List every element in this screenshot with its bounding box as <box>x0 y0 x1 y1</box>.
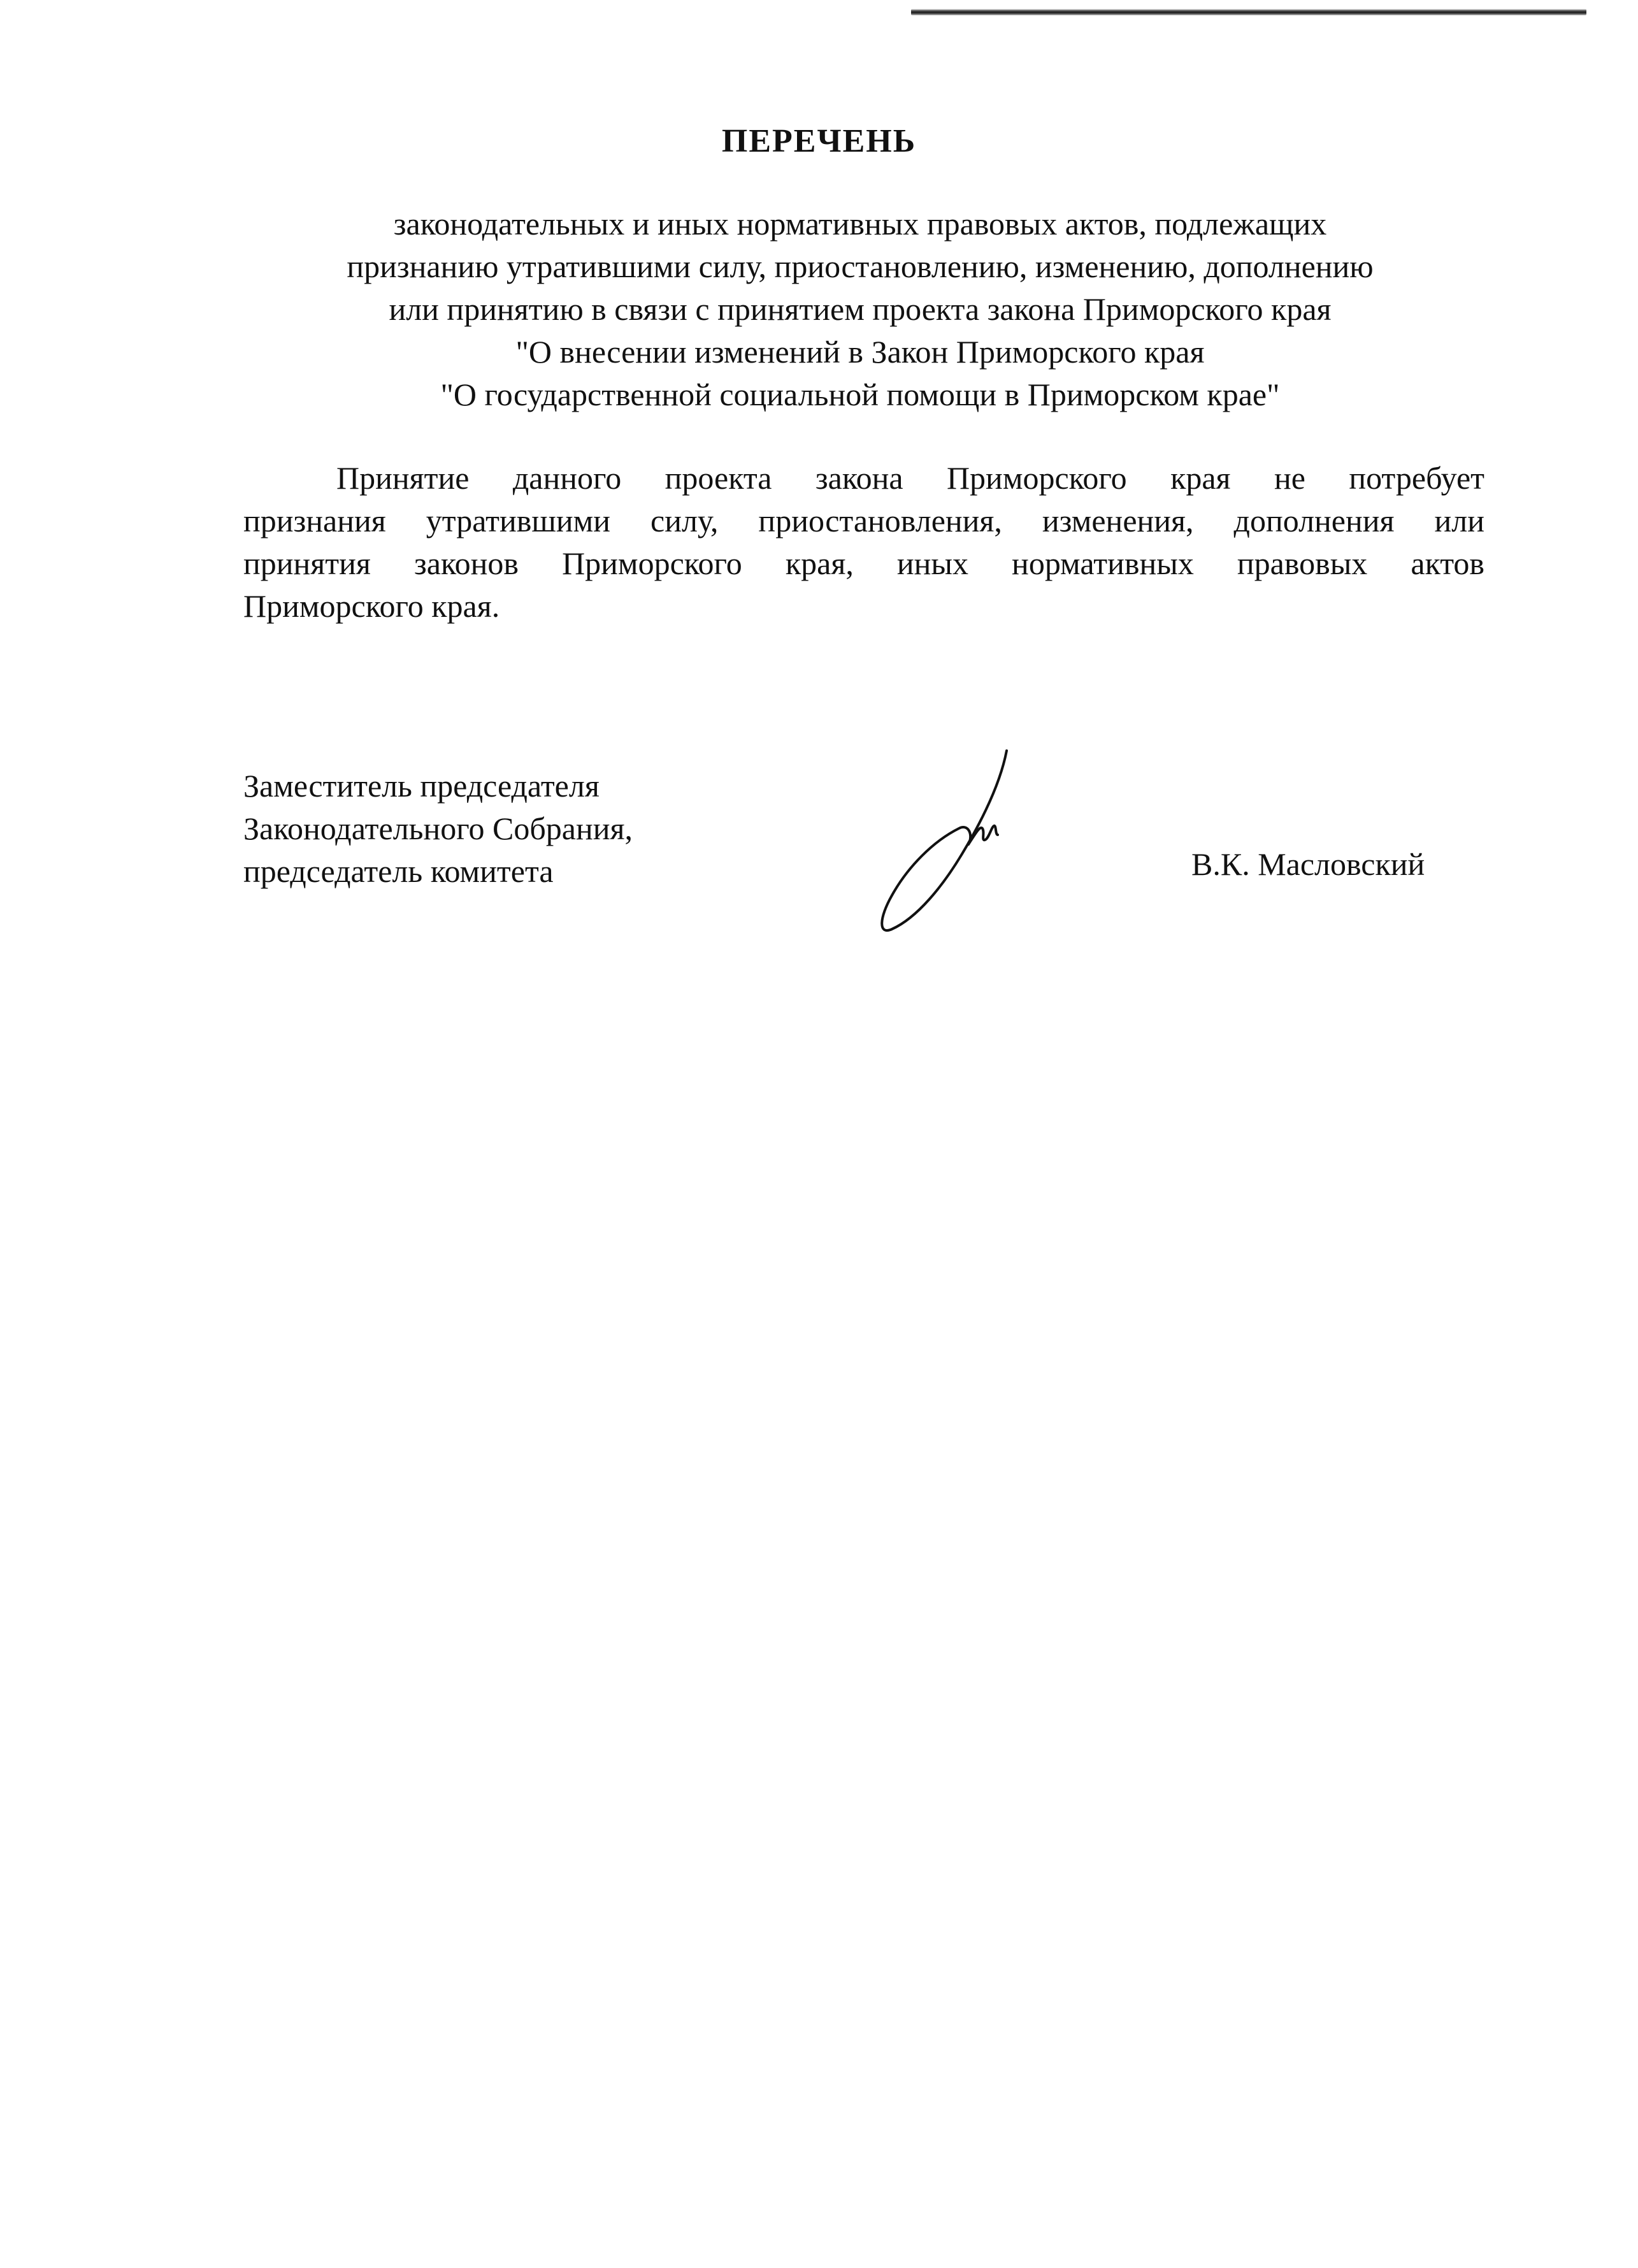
signer-position <box>243 765 633 893</box>
signer-position-line: Заместитель председателя <box>243 768 600 804</box>
body-line: Принятие данного проекта закона Приморского края не потребует <box>336 460 1484 496</box>
subtitle-line: "О внесении изменений в Закон Приморского края <box>515 334 1205 370</box>
subtitle-line: признанию утратившими силу, приостановлению, изменению, дополнению <box>347 249 1374 284</box>
subtitle-line: законодательных и иных нормативных правовых актов, подлежащих <box>393 206 1327 242</box>
scan-edge-line <box>911 9 1586 15</box>
body-paragraph <box>243 457 1484 628</box>
signer-position-line: председатель комитета <box>243 853 554 889</box>
document-subtitle <box>229 203 1491 416</box>
body-line: принятия законов Приморского края, иных нормативных правовых актов <box>243 545 1484 581</box>
body-line: Приморского края. <box>243 588 500 624</box>
signer-position-line: Законодательного Собрания, <box>243 811 633 846</box>
subtitle-line: "О государственной социальной помощи в Приморском крае" <box>440 377 1280 412</box>
signer-name: В.К. Масловский <box>1191 846 1425 882</box>
document-title: ПЕРЕЧЕНЬ <box>721 123 917 159</box>
handwritten-signature-icon <box>873 746 1026 937</box>
body-line: признания утратившими силу, приостановления, изменения, дополнения или <box>243 503 1484 538</box>
subtitle-line: или принятию в связи с принятием проекта закона Приморского края <box>389 291 1332 327</box>
